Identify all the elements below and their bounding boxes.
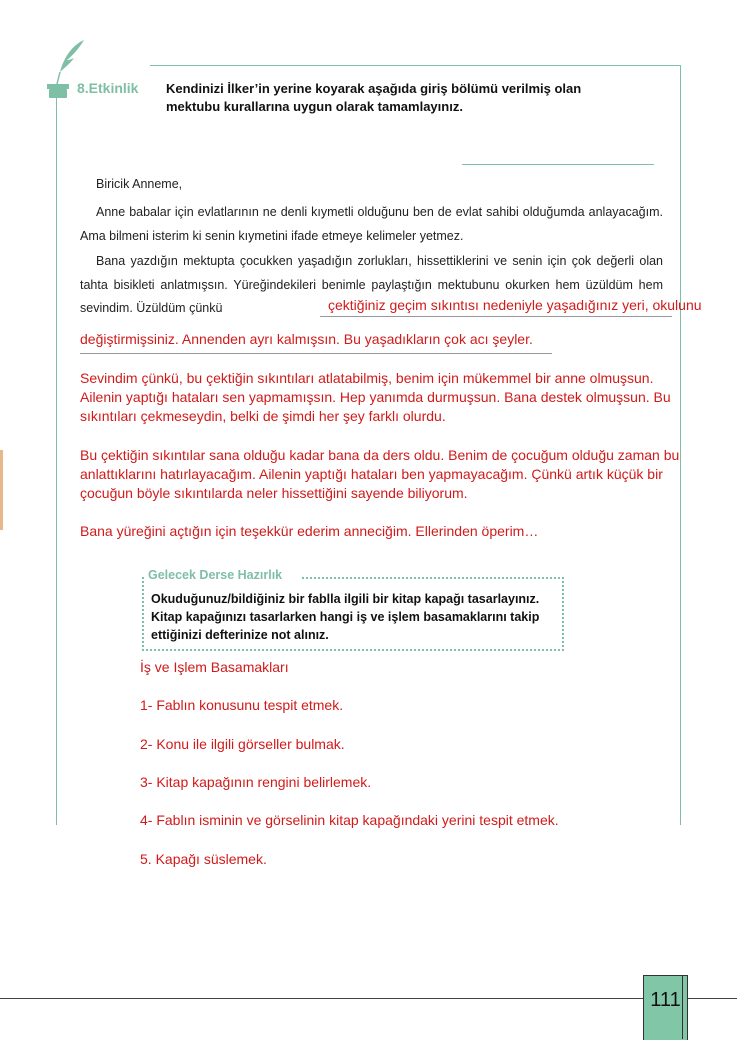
preparation-title: Gelecek Derse Hazırlık xyxy=(148,568,283,582)
activity-title: 8.Etkinlik xyxy=(77,80,139,96)
activity-instruction xyxy=(166,80,646,116)
answer-paragraph-2: Sevindim çünkü, bu çektiğin sıkıntıları atlatabilmiş, benim için mükemmel bir anne olmuşsun. Ailenin yaptığı hataları sen yapmamışsın. Hep yanımda durmuşsun. Bana destek olmuşsun. Bu sıkıntıları çekmeseydin, belki de şimdi her şey farklı olurdu. xyxy=(80,370,671,424)
step-item: 4- Fablın isminin ve görselinin kitap kapağındaki yerini tespit etmek. xyxy=(140,812,559,828)
step-item: 1- Fablın konusunu tespit etmek. xyxy=(140,697,344,713)
page-number: 111 xyxy=(643,975,688,1040)
letter-paragraph-1-text: Anne babalar için evlatlarının ne denli kıymetli olduğunu ben de evlat sahibi olduğumda anlayacağım. Ama bilmeni isterim ki senin kıymetini ifade etmeye kelimeler yetmez. xyxy=(80,205,663,243)
frame-left-border xyxy=(56,98,57,825)
preparation-text: Okuduğunuz/bildiğiniz bir fablla ilgili bir kitap kapağı tasarlayınız. Kitap kapağınızı tasarlarken hangi iş ve işlem basamaklarını takip ettiğinizi defterinize not alınız. xyxy=(151,592,540,642)
instruction-line-2: mektubu kurallarına uygun olarak tamamlayınız. xyxy=(166,99,463,114)
preparation-title-rule xyxy=(302,577,560,579)
step-item: 5. Kapağı süslemek. xyxy=(140,851,267,867)
letter-paragraph-1 xyxy=(80,201,663,248)
step-item: 2- Konu ile ilgili görseller bulmak. xyxy=(140,736,345,752)
step-item: 3- Kitap kapağının rengini belirlemek. xyxy=(140,774,372,790)
answer-paragraph-4: Bana yüreğini açtığın için teşekkür ederim anneciğim. Ellerinden öperim… xyxy=(80,523,539,539)
footer-rule xyxy=(0,998,737,999)
page-number-tab-fold xyxy=(682,975,687,1039)
writing-line-1 xyxy=(320,316,672,317)
steps-heading: İş ve Işlem Basamakları xyxy=(140,659,289,675)
letter-salutation: Biricik Anneme, xyxy=(96,177,183,191)
answer-line-2: değiştirmişsiniz. Annenden ayrı kalmışsın. Bu yaşadıkların çok acı şeyler. xyxy=(80,331,533,347)
left-margin-accent xyxy=(0,450,3,530)
answer-continuation: çektiğiniz geçim sıkıntısı nedeniyle yaşadığınız yeri, okulunu xyxy=(328,297,702,313)
date-blank-line xyxy=(462,164,654,165)
instruction-line-1: Kendinizi İlker’in yerine koyarak aşağıda giriş bölümü verilmiş olan xyxy=(166,81,582,96)
writing-line-2 xyxy=(80,353,552,354)
letter-paragraph-2-text: Bana yazdığın mektupta çocukken yaşadığın zorlukları, hissettiklerini ve senin için çok değerli olan tahta bisikleti anlatmışsın. Yüreğindekileri benimle paylaştığın mektubunu okurken hem üzüldüm hem sevindim. Üzüldüm çünkü xyxy=(80,254,663,315)
frame-top-border xyxy=(150,65,680,66)
frame-right-border xyxy=(680,65,681,825)
answer-paragraph-3: Bu çektiğin sıkıntılar sana olduğu kadar bana da ders oldu. Benim de çocuğum olduğu zaman bu anlattıklarını hatırlayacağım. Ailenin yaptığı hataları ben yapmayacağım. Çünkü artık küçük bir çocuğun böyle sıkıntılarda neler hissettiğini sayende biliyorum. xyxy=(80,447,680,501)
